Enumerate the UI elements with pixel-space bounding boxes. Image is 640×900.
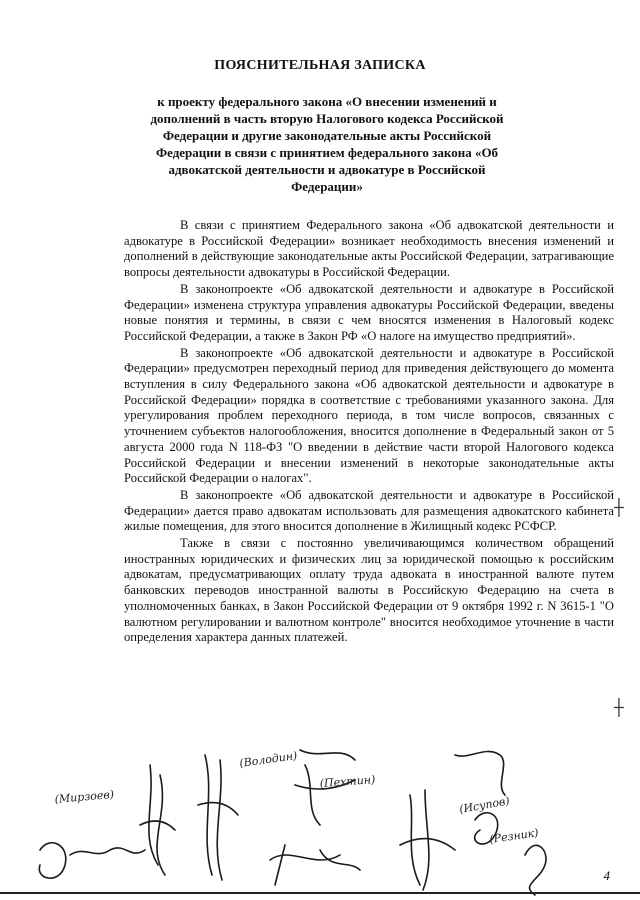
document-body bbox=[124, 218, 614, 647]
paragraph: В связи с принятием Федерального закона «Об адвокатской деятельности и адвокатуре в Российской Федерации» возникает необходимость внесения изменений и дополнений в действующие законодательные акты Российской Федерации, затрагивающие вопросы деятельности адвокатуры в Российской Федерации. bbox=[124, 218, 614, 280]
signature-name: (Резник) bbox=[488, 826, 540, 846]
document-subtitle: к проекту федерального закона «О внесении изменений и дополнений в часть вторую Налогового кодекса Российской Федерации и другие законодательные акты Российской Федерации в связи с принятием федерального закона «Об адвокатской деятельности и адвокатуре в Российской Федерации» bbox=[150, 94, 504, 194]
paragraph: Также в связи с постоянно увеличивающимся количеством обращений иностранных юридических и физических лиц за юридической помощью к российским адвокатам, предусматривающих оплату труда адвоката в иностранной валюте путем банковских переводов иностранной валюты в Российскую Федерацию на счета в уполномоченных банках, в Закон Российской Федерации от 9 октября 1992 г. N 3615-1 "О валютном регулировании и валютном контроле" вносится необходимое уточнение в части определения характера данных платежей. bbox=[124, 536, 614, 645]
document-title: ПОЯСНИТЕЛЬНАЯ ЗАПИСКА bbox=[214, 58, 426, 73]
page-number: 4 bbox=[603, 868, 610, 883]
signatures-block bbox=[0, 735, 640, 900]
paragraph: В законопроекте «Об адвокатской деятельности и адвокатуре в Российской Федерации» предусмотрен переходный период для приведения действующего до момента вступления в силу Федерального закона «Об адвокатской деятельности и адвокатуре в Российской Федерации» порядка в соответствие с требованиями указанного закона. Для урегулирования проблем переходного периода, в том числе вопросов, связанных с уточнением субъектов налогообложения, вносится дополнение в Федеральный закон от 5 августа 2000 года N 118-ФЗ "О введении в действие части второй Налогового кодекса Российской Федерации и внесении изменений в некоторые законодательные акты Российской Федерации о налогах". bbox=[124, 345, 614, 486]
margin-plus-mark: ┼ bbox=[614, 698, 624, 717]
paragraph: В законопроекте «Об адвокатской деятельности и адвокатуре в Российской Федерации» дается право адвокатам использовать для размещения адвокатского кабинета жилые помещения, для этого вносится дополнение в Жилищный кодекс РСФСР. bbox=[124, 487, 614, 534]
signature-name: (Пехтин) bbox=[319, 773, 376, 790]
signature-name: (Володин) bbox=[238, 748, 299, 770]
signature-name: (Мирзоев) bbox=[54, 787, 115, 806]
paragraph: В законопроекте «Об адвокатской деятельности и адвокатуре в Российской Федерации» изменена структура управления адвокатуры Российской Федерации, введены новые понятия и термины, в связи с чем вносятся изменения в Налоговый кодекс Российской Федерации, а также в Закон РФ «О налоге на имущество предприятий». bbox=[124, 281, 614, 343]
margin-plus-mark: ┼ bbox=[614, 498, 624, 517]
bottom-rule bbox=[0, 892, 640, 894]
signature-name: (Исупов) bbox=[458, 794, 511, 816]
signature-scribbles bbox=[39, 750, 546, 895]
